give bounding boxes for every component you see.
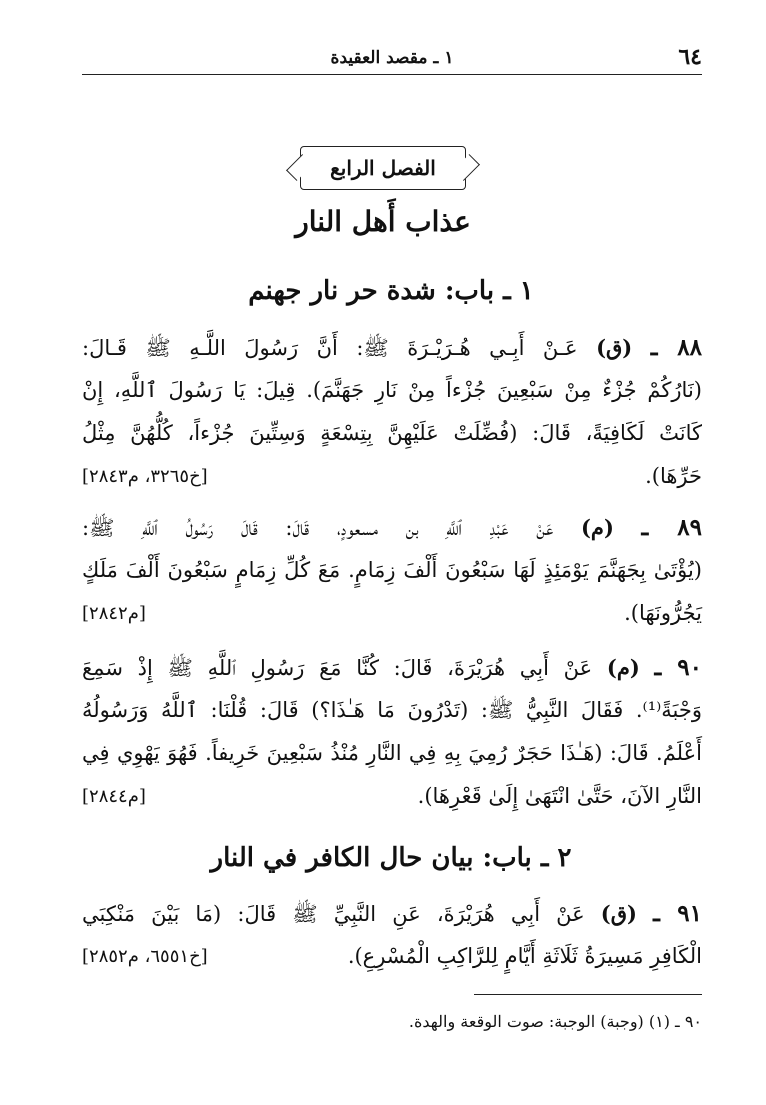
hadith-89-line-1 bbox=[82, 506, 702, 549]
hadith-text: يَجُرُّونَهَا). bbox=[624, 601, 702, 625]
chapter-label-box bbox=[300, 146, 466, 190]
source-code: (م) bbox=[606, 655, 640, 680]
hadith-90 bbox=[82, 646, 702, 818]
hadith-number: ٩٠ ـ bbox=[654, 654, 702, 681]
hadith-text: عَنْ عَبْدِ ٱللَّهِ بن مسعودٍ، قَالَ: قَالَ رَسُولُ ٱللَّهِ ﷺ: bbox=[82, 516, 554, 540]
running-header bbox=[82, 44, 702, 75]
hadith-text: النَّارِ الآنَ، حَتَّىٰ انْتَهَىٰ إِلَىٰ قَعْرِهَا). bbox=[417, 784, 702, 808]
footnote: ٩٠ ـ (١) (وجبة) الوجبة: صوت الوقعة والهدة. bbox=[408, 1012, 702, 1031]
hadith-reference: [م٢٨٤٢] bbox=[82, 603, 146, 624]
section-heading-2: ٢ ـ باب: بيان حال الكافر في النار bbox=[210, 843, 572, 873]
hadith-88 bbox=[82, 326, 702, 498]
hadith-number: ٨٩ ـ bbox=[641, 514, 702, 541]
hadith-text: حَرِّهَا). bbox=[645, 464, 702, 488]
hadith-reference: [خ٦٥٥١، م٢٨٥٢] bbox=[82, 946, 208, 967]
hadith-88-line-3: كَانَتْ لَكَافِيَةً، قَالَ: (فُضِّلَتْ عَلَيْهِنَّ بِتِسْعَةٍ وَسِتِّينَ جُزْءاً، كُلُّهُنَّ مِثْلُ bbox=[82, 421, 702, 445]
hadith-88-line-2: (نَارُكُمْ جُزْءٌ مِنْ سَبْعِينَ جُزْءاً مِنْ نَارِ جَهَنَّمَ). قِيلَ: يَا رَسُولَ ٱللَّهِ، إِنْ bbox=[82, 378, 702, 402]
hadith-90-last-row bbox=[82, 775, 702, 818]
source-code: (م) bbox=[581, 515, 614, 540]
hadith-90-line-3: أَعْلَمُ. قَالَ: (هَـٰذَا حَجَرٌ رُمِيَ بِهِ فِي النَّارِ مُنْذُ سَبْعِينَ خَرِيفاً. فَهُوَ يَهْوِي فِي bbox=[82, 741, 702, 765]
hadith-text: عَنْ أَبِي هُرَيْرَةَ، قَالَ: كُنَّا مَعَ رَسُولِ ٱللَّهِ ﷺ إِذْ سَمِعَ bbox=[82, 656, 593, 680]
hadith-89-line-2: (يُؤْتَىٰ بِجَهَنَّمَ يَوْمَئِذٍ لَهَا سَبْعُونَ أَلْفَ زِمَامٍ. مَعَ كُلِّ زِمَامٍ سَبْعُونَ أَلْفَ مَلَكٍ bbox=[82, 558, 702, 582]
hadith-91 bbox=[82, 892, 702, 978]
hadith-90-line-2: وَجْبَةً⁽¹⁾. فَقَالَ النَّبِيُّ ﷺ: (تَدْرُونَ مَا هَـٰذَا؟) قَالَ: قُلْنَا: ٱللَّهُ وَرَسُولُهُ bbox=[82, 698, 702, 722]
source-code: (ق) bbox=[600, 901, 637, 926]
source-code: (ق) bbox=[596, 335, 633, 360]
hadith-reference: [خ٣٢٦٥، م٢٨٤٣] bbox=[82, 466, 208, 487]
section-heading-1: ١ ـ باب: شدة حر نار جهنم bbox=[248, 276, 534, 306]
page-number: ٦٤ bbox=[678, 44, 702, 70]
hadith-text: عَـنْ أَبِـي هُـرَيْـرَةَ ﷺ: أَنَّ رَسُولَ اللَّـهِ ﷺ قَـالَ: bbox=[82, 336, 578, 360]
hadith-text: الْكَافِرِ مَسِيرَةُ ثَلَاثَةِ أَيَّامٍ لِلرَّاكِبِ الْمُسْرِعِ). bbox=[347, 944, 702, 968]
hadith-89-last-row bbox=[82, 592, 702, 635]
hadith-number: ٨٨ ـ bbox=[650, 334, 702, 361]
footnote-divider bbox=[474, 994, 702, 995]
hadith-89 bbox=[82, 506, 702, 635]
hadith-reference: [م٢٨٤٤] bbox=[82, 786, 146, 807]
chapter-title: عذاب أَهل النار bbox=[295, 205, 471, 238]
hadith-88-line-1 bbox=[82, 326, 702, 369]
hadith-number: ٩١ ـ bbox=[653, 900, 702, 927]
hadith-88-last-row bbox=[82, 455, 702, 498]
running-title: ١ ـ مقصد العقيدة bbox=[330, 48, 454, 68]
hadith-91-line-1 bbox=[82, 892, 702, 935]
hadith-91-last-row bbox=[82, 935, 702, 978]
chapter-label: الفصل الرابع bbox=[330, 156, 436, 180]
hadith-text: عَنْ أَبِي هُرَيْرَةَ، عَنِ النَّبِيِّ ﷺ قَالَ: (مَا بَيْنَ مَنْكِبَي bbox=[82, 902, 585, 926]
hadith-90-line-1 bbox=[82, 646, 702, 689]
